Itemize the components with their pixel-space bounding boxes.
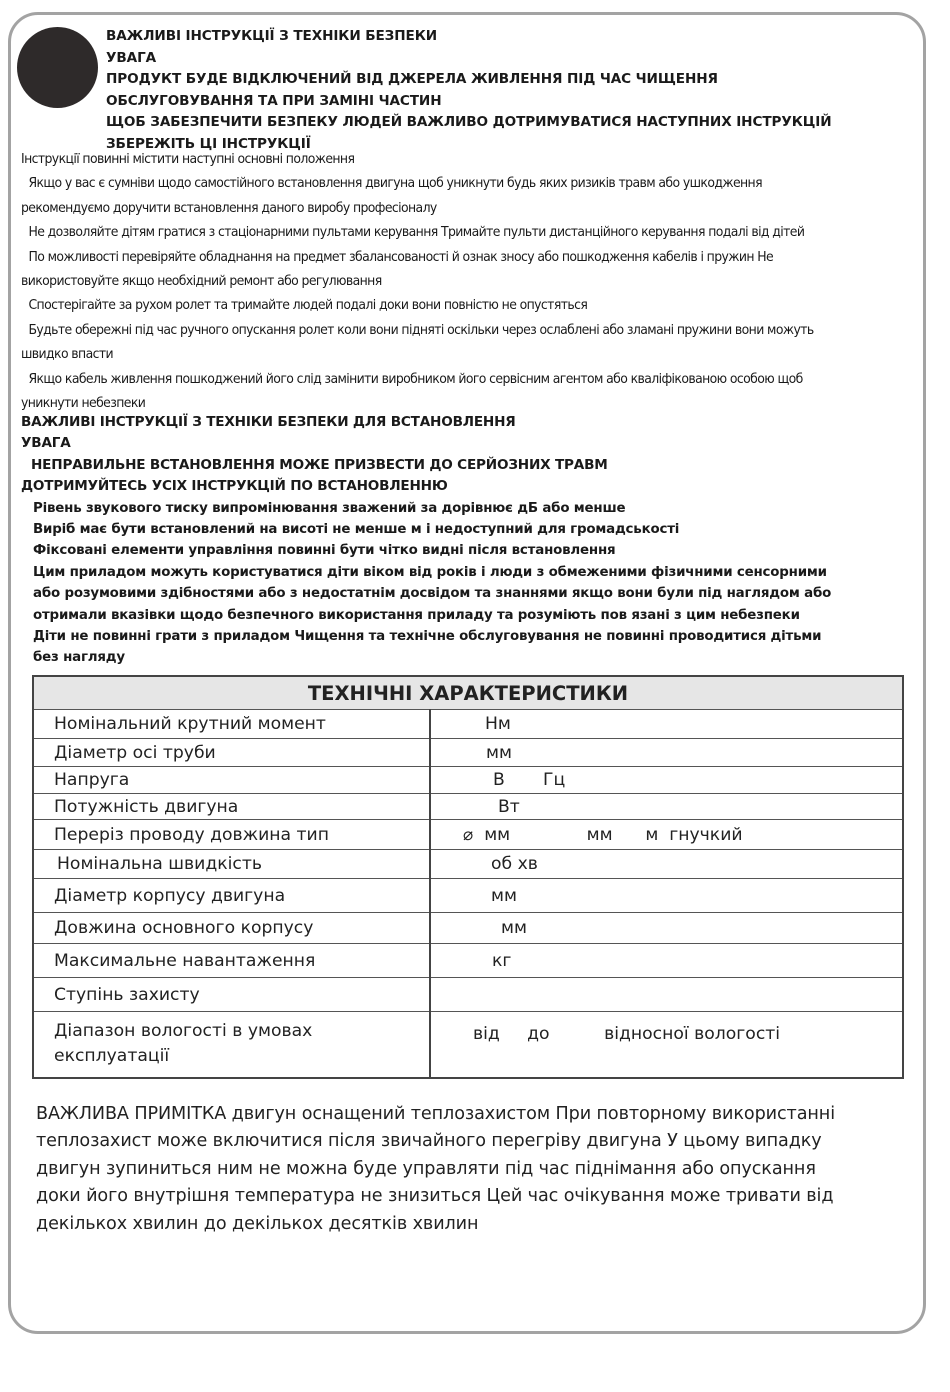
install-item: або розумовими здібностями або з недостатнім досвідом та знаннями якщо вони були під наглядом або — [33, 586, 832, 602]
install-follow: ДОТРИМУЙТЕСЬ УСІХ ІНСТРУКЦІЙ ПО ВСТАНОВЛЕННЮ — [21, 478, 448, 495]
spec-label: Потужність двигуна — [33, 794, 430, 820]
spec-value: В Гц — [430, 767, 903, 794]
instruction-line: Якщо у вас є сумніви щодо самостійного встановлення двигуна щоб уникнути будь яких ризиків травм або ушкодження — [28, 176, 762, 192]
spec-value — [430, 978, 903, 1012]
install-warning: УВАГА — [21, 435, 71, 452]
spec-label — [33, 1012, 430, 1078]
install-item: Цим приладом можуть користуватися діти віком від років і люди з обмеженими фізичними сенсорними — [33, 564, 827, 580]
spec-label-line: експлуатації — [54, 1046, 170, 1067]
instruction-line: Інструкції повинні містити наступні основні положення — [21, 152, 355, 167]
instructions-block — [21, 148, 839, 416]
spec-label: Діаметр корпусу двигуна — [33, 879, 430, 913]
header-line: ЩОБ ЗАБЕЗПЕЧИТИ БЕЗПЕКУ ЛЮДЕЙ ВАЖЛИВО ДОТРИМУВАТИСЯ НАСТУПНИХ ІНСТРУКЦІЙ — [106, 114, 832, 131]
important-note — [36, 1101, 916, 1238]
spec-label: Довжина основного корпусу — [33, 913, 430, 944]
install-item: Фіксовані елементи управління повинні бути чітко видні після встановлення — [33, 543, 616, 559]
spec-label: Діаметр осі труби — [33, 739, 430, 767]
spec-value — [430, 820, 903, 850]
spec-value: мм — [430, 913, 903, 944]
specs-table — [32, 675, 904, 1079]
header-line: ОБСЛУГОВУВАННЯ ТА ПРИ ЗАМІНІ ЧАСТИН — [106, 92, 442, 109]
note-line: доки його внутрішня температура не знизиться Цей час очікування може тривати від — [36, 1186, 834, 1207]
instruction-line: рекомендуємо доручити встановлення даного виробу професіоналу — [21, 200, 437, 216]
spec-label: Номінальна швидкість — [33, 850, 430, 879]
spec-label: Максимальне навантаження — [33, 944, 430, 978]
header-line: ЗБЕРЕЖІТЬ ЦІ ІНСТРУКЦІЇ — [106, 135, 311, 152]
note-line: ВАЖЛИВА ПРИМІТКА двигун оснащений теплозахистом При повторному використанні — [36, 1104, 835, 1124]
diameter-icon: ⌀ — [463, 824, 474, 845]
spec-label: Напруга — [33, 767, 430, 794]
spec-label: Ступінь захисту — [33, 978, 430, 1012]
note-line: теплозахист може включитися після звичайного перегріву двигуна У цьому випадку — [36, 1131, 822, 1152]
spec-value: Нм — [430, 710, 903, 739]
spec-label: Номінальний крутний момент — [33, 710, 430, 739]
install-item: без нагляду — [33, 650, 125, 666]
spec-label-line: Діапазон вологості в умовах — [54, 1021, 313, 1042]
install-item: Діти не повинні грати з приладом Чищення та технічне обслуговування не повинні проводитися дітьми — [33, 629, 822, 645]
header-line: ВАЖЛИВІ ІНСТРУКЦІЇ З ТЕХНІКИ БЕЗПЕКИ — [106, 28, 437, 44]
instruction-line: Будьте обережні під час ручного опускання ролет коли вони підняті оскільки через ослаблені або зламані пружини вони можуть — [28, 322, 814, 338]
spec-value: кг — [430, 944, 903, 978]
header-line: УВАГА — [106, 49, 157, 66]
instruction-line: уникнути небезпеки — [21, 396, 146, 412]
spec-value: мм — [430, 739, 903, 767]
spec-value: об хв — [430, 850, 903, 879]
instruction-line: Не дозволяйте дітям гратися з стаціонарними пультами керування Тримайте пульти дистанційного керування подалі від дітей — [28, 225, 805, 241]
spec-value: від до відносної вологості — [430, 1012, 903, 1078]
spec-value: Вт — [430, 794, 903, 820]
instruction-line: використовуйте якщо необхідний ремонт або регулювання — [21, 274, 382, 290]
warning-dot-icon — [17, 27, 98, 108]
specs-title: ТЕХНІЧНІ ХАРАКТЕРИСТИКИ — [33, 676, 903, 710]
install-instructions — [21, 412, 921, 669]
safety-header — [106, 26, 906, 156]
header-line: ПРОДУКТ БУДЕ ВІДКЛЮЧЕНИЙ ВІД ДЖЕРЕЛА ЖИВЛЕННЯ ПІД ЧАС ЧИЩЕННЯ — [106, 71, 718, 88]
install-item: отримали вказівки щодо безпечного використання приладу та розуміють пов язані з цим небезпеки — [33, 607, 800, 623]
instruction-line: Спостерігайте за рухом ролет та тримайте людей подалі доки вони повністю не опустяться — [28, 298, 588, 314]
instruction-line: По можливості перевіряйте обладнання на предмет збалансованості й ознак зносу або пошкодження кабелів і пружин Не — [28, 249, 774, 265]
spec-label: Переріз проводу довжина тип — [33, 820, 430, 850]
install-item: Виріб має бути встановлений на висоті не менше м і недоступний для громадськості — [33, 522, 680, 538]
instruction-line: швидко впасти — [21, 347, 113, 363]
instruction-line: Якщо кабель живлення пошкоджений його слід замінити виробником його сервісним агентом або кваліфікованою особою щоб — [28, 371, 803, 387]
install-danger: НЕПРАВИЛЬНЕ ВСТАНОВЛЕННЯ МОЖЕ ПРИЗВЕСТИ ДО СЕРЙОЗНИХ ТРАВМ — [31, 456, 608, 473]
spec-value: мм — [430, 879, 903, 913]
install-title: ВАЖЛИВІ ІНСТРУКЦІЇ З ТЕХНІКИ БЕЗПЕКИ ДЛЯ ВСТАНОВЛЕННЯ — [21, 414, 516, 430]
note-line: двигун зупиниться ним не можна буде управляти під час піднімання або опускання — [36, 1158, 816, 1179]
spec-value-text: мм мм м гнучкий — [484, 824, 743, 845]
note-line: декількох хвилин до декількох десятків хвилин — [36, 1213, 479, 1234]
install-item: Рівень звукового тиску випромінювання зважений за дорівнює дБ або менше — [33, 500, 626, 516]
